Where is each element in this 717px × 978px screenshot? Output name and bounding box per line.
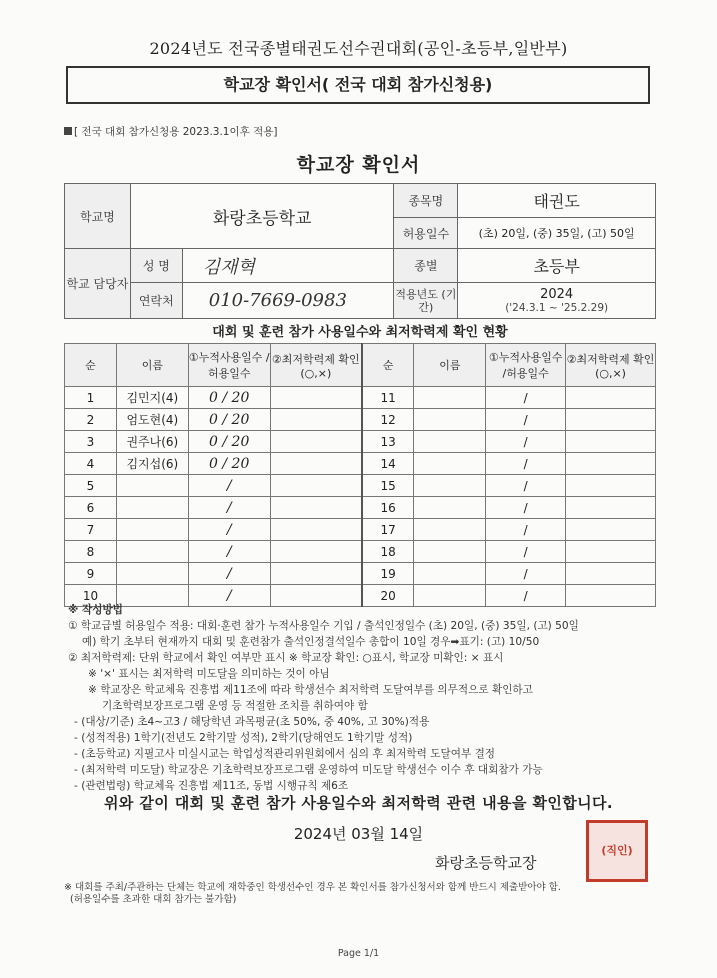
note-item: - (최저학력 미도달) 학교장은 기초학력보장프로그램 운영하여 미도달 학생선수 이수 후 대회참가 가능 <box>74 764 543 776</box>
roster-cell-no: 16 <box>362 497 414 519</box>
roster-cell-name <box>414 409 486 431</box>
header-academic-left: ②최저학력제 확인(○,×) <box>270 344 362 387</box>
note-item: ② 최저학력제: 단위 학교에서 확인 여부만 표시 ※ 학교장 확인: ○표시, 학교장 미확인: × 표시 <box>68 652 504 664</box>
roster-cell-days: 0 / 20 <box>188 409 270 431</box>
applies-note-text: [ 전국 대회 참가신청용 2023.3.1이후 적용] <box>74 126 278 138</box>
roster-cell-no: 12 <box>362 409 414 431</box>
roster-cell-days: / <box>188 541 270 563</box>
note-item: ※ 학교장은 학교체육 진흥법 제11조에 따라 학생선수 최저학력 도달여부를 의무적으로 확인하고 <box>88 684 533 696</box>
roster-cell-days: / <box>486 585 566 607</box>
event-value: 태권도 <box>458 184 656 218</box>
manager-name: 김재혁 <box>182 249 394 283</box>
roster-cell-name <box>414 475 486 497</box>
roster-cell-name <box>414 519 486 541</box>
header-academic-right: ②최저학력제 확인(○,×) <box>566 344 656 387</box>
roster-cell-no: 5 <box>65 475 117 497</box>
roster-cell-name <box>414 387 486 409</box>
footnote-line: (허용일수를 초과한 대회 참가는 불가함) <box>70 894 237 905</box>
signature-date: 2024년 03월 14일 <box>293 825 424 843</box>
roster-cell-days: / <box>486 541 566 563</box>
roster-cell-no: 10 <box>65 585 117 607</box>
roster-cell-no: 18 <box>362 541 414 563</box>
roster-cell-academic <box>566 497 656 519</box>
roster-cell-academic <box>270 431 362 453</box>
roster-cell-days: / <box>188 497 270 519</box>
roster-cell-days: / <box>486 453 566 475</box>
header-days-right: ①누적사용일수 /허용일수 <box>486 344 566 387</box>
roster-cell-academic <box>270 541 362 563</box>
note-item: - (성적적용) 1학기(전년도 2학기말 성적), 2학기(당해연도 1학기말 성적) <box>74 732 413 744</box>
footnote-line: ※ 대회를 주최/주관하는 단체는 학교에 재학중인 학생선수인 경우 본 확인서를 참가신청서와 함께 반드시 제출받아야 함. <box>64 882 561 893</box>
roster-body <box>65 387 656 607</box>
header-box: 학교장 확인서( 전국 대회 참가신청용) <box>66 66 650 104</box>
note-item: - (초등학교) 지필고사 미실시교는 학업성적관리위원회에서 심의 후 최저학력 도달여부 결정 <box>74 748 496 760</box>
applies-note <box>64 124 278 139</box>
roster-cell-days: / <box>188 519 270 541</box>
contact-value: 010-7669-0983 <box>182 283 394 319</box>
roster-row <box>65 497 656 519</box>
roster-cell-academic <box>270 563 362 585</box>
roster-cell-no: 13 <box>362 431 414 453</box>
principal-signature: 화랑초등학교장 <box>435 854 537 872</box>
roster-cell-name <box>414 563 486 585</box>
school-name: 화랑초등학교 <box>130 184 394 249</box>
doc-title: 학교장 확인서 <box>296 154 421 176</box>
header-no-left: 순 <box>65 344 117 387</box>
roster-cell-academic <box>270 497 362 519</box>
roster-row <box>65 387 656 409</box>
roster-cell-no: 15 <box>362 475 414 497</box>
roster-cell-academic <box>566 519 656 541</box>
roster-cell-academic <box>566 387 656 409</box>
roster-cell-days: 0 / 20 <box>188 387 270 409</box>
roster-cell-no: 1 <box>65 387 117 409</box>
roster-cell-days: 0 / 20 <box>188 453 270 475</box>
roster-cell-academic <box>270 387 362 409</box>
period-value: ('24.3.1 ~ '25.2.29) <box>505 302 609 314</box>
roster-cell-name: 엄도현(4) <box>116 409 188 431</box>
roster-row <box>65 541 656 563</box>
note-item: 기초학력보장프로그램 운영 등 적절한 조치를 취하여야 함 <box>102 700 368 712</box>
seal-label: (직인) <box>601 844 633 857</box>
roster-cell-no: 11 <box>362 387 414 409</box>
category-value: 초등부 <box>458 249 656 283</box>
roster-cell-no: 14 <box>362 453 414 475</box>
section-title: 대회 및 훈련 참가 사용일수와 최저학력제 확인 현황 <box>212 325 508 340</box>
roster-cell-days: / <box>486 497 566 519</box>
name-label: 성 명 <box>130 249 182 283</box>
roster-cell-academic <box>566 431 656 453</box>
official-seal-icon <box>586 820 648 882</box>
roster-cell-days: / <box>188 585 270 607</box>
year-label: 적용년도 (기간) <box>394 283 458 319</box>
roster-cell-days: / <box>486 431 566 453</box>
roster-cell-name <box>116 497 188 519</box>
manager-label: 학교 담당자 <box>65 249 131 319</box>
roster-cell-academic <box>566 563 656 585</box>
roster-cell-name: 김민지(4) <box>116 387 188 409</box>
roster-cell-no: 9 <box>65 563 117 585</box>
roster-cell-days: 0 / 20 <box>188 431 270 453</box>
roster-cell-days: / <box>486 519 566 541</box>
contact-label: 연락처 <box>130 283 182 319</box>
year-cell <box>458 283 656 319</box>
roster-cell-no: 19 <box>362 563 414 585</box>
notes-section <box>68 602 664 794</box>
roster-cell-academic <box>270 453 362 475</box>
roster-cell-no: 4 <box>65 453 117 475</box>
notes-heading: ※ 작성방법 <box>68 604 123 616</box>
roster-row <box>65 453 656 475</box>
header-name-right: 이름 <box>414 344 486 387</box>
roster-cell-no: 2 <box>65 409 117 431</box>
roster-cell-academic <box>566 409 656 431</box>
header-no-right: 순 <box>362 344 414 387</box>
roster-row <box>65 475 656 497</box>
roster-table <box>64 343 656 607</box>
roster-cell-days: / <box>486 387 566 409</box>
roster-cell-no: 6 <box>65 497 117 519</box>
roster-cell-no: 3 <box>65 431 117 453</box>
roster-cell-days: / <box>188 475 270 497</box>
page-number: Page 1/1 <box>337 948 380 959</box>
square-bullet-icon <box>64 127 72 135</box>
year-value: 2024 <box>540 287 574 302</box>
roster-cell-name <box>414 453 486 475</box>
roster-cell-days: / <box>188 563 270 585</box>
roster-cell-no: 20 <box>362 585 414 607</box>
info-table <box>64 183 656 319</box>
roster-cell-days: / <box>486 563 566 585</box>
school-label: 학교명 <box>65 184 131 249</box>
roster-row <box>65 431 656 453</box>
roster-cell-name <box>116 519 188 541</box>
note-item: 예) 학기 초부터 현재까지 대회 및 훈련참가 출석인정결석일수 총합이 10일 경우➡표기: (고) 10/50 <box>82 636 540 648</box>
category-label: 종별 <box>394 249 458 283</box>
roster-cell-academic <box>270 475 362 497</box>
note-item: ① 학교급별 허용일수 적용: 대회·훈련 참가 누적사용일수 기입 / 출석인정일수 (초) 20일, (중) 35일, (고) 50일 <box>68 620 579 632</box>
roster-cell-name <box>414 431 486 453</box>
roster-row <box>65 519 656 541</box>
roster-cell-academic <box>566 453 656 475</box>
roster-cell-name <box>414 497 486 519</box>
roster-cell-name <box>116 541 188 563</box>
roster-cell-academic <box>270 409 362 431</box>
roster-cell-no: 17 <box>362 519 414 541</box>
note-item: ※ '×' 표시는 최저학력 미도달을 의미하는 것이 아님 <box>88 668 330 680</box>
roster-row <box>65 563 656 585</box>
roster-cell-no: 7 <box>65 519 117 541</box>
roster-cell-name <box>116 563 188 585</box>
roster-cell-name <box>116 475 188 497</box>
days-value: (초) 20일, (중) 35일, (고) 50일 <box>458 218 656 249</box>
event-label: 종목명 <box>394 184 458 218</box>
roster-row <box>65 409 656 431</box>
header-days-left: ①누적사용일수 /허용일수 <box>188 344 270 387</box>
roster-cell-no: 8 <box>65 541 117 563</box>
roster-cell-days: / <box>486 409 566 431</box>
tournament-title: 2024년도 전국종별태권도선수권대회(공인-초등부,일반부) <box>149 39 568 58</box>
roster-cell-days: / <box>486 475 566 497</box>
days-label: 허용일수 <box>394 218 458 249</box>
roster-cell-name: 김지섭(6) <box>116 453 188 475</box>
note-item: - (대상/기준) 초4~고3 / 해당학년 과목평균(초 50%, 중 40%, 고 30%)적용 <box>74 716 430 728</box>
roster-cell-academic <box>566 475 656 497</box>
roster-cell-name: 권주나(6) <box>116 431 188 453</box>
roster-cell-academic <box>566 541 656 563</box>
confirm-statement: 위와 같이 대회 및 훈련 참가 사용일수와 최저학력 관련 내용을 확인합니다. <box>103 794 614 812</box>
header-name-left: 이름 <box>116 344 188 387</box>
footnote <box>64 882 664 906</box>
roster-cell-name <box>414 541 486 563</box>
note-item: - (관련법령) 학교체육 진흥법 제11조, 동법 시행규칙 제6조 <box>74 780 349 792</box>
roster-cell-academic <box>270 519 362 541</box>
